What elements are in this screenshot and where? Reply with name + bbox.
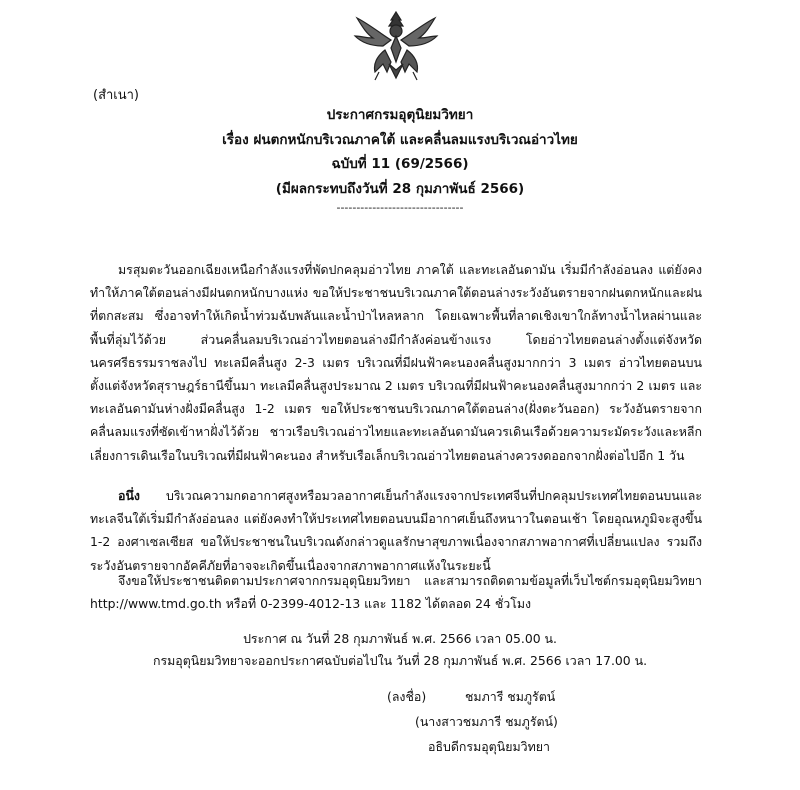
document-title: ประกาศกรมอุตุนิยมวิทยา [326, 107, 474, 123]
next-issue-date: กรมอุตุนิยมวิทยาจะออกประกาศฉบับต่อไปใน วันที่ 28 กุมภาพันธ์ พ.ศ. 2566 เวลา 17.00 น. [152, 653, 648, 668]
separator-line: -------------------------------- [336, 201, 464, 214]
copy-mark: (สำเนา) [93, 88, 140, 103]
signer-title: อธิบดีกรมอุตุนิยมวิทยา [428, 739, 550, 754]
signature-label: (ลงชื่อ) [387, 689, 427, 704]
paragraph-monsoon-text: มรสุมตะวันออกเฉียงเหนือกำลังแรงที่พัดปกคลุมอ่าวไทย ภาคใต้ และทะเลอันดามัน เริ่มมีกำลังอ่อนลง แต่ยังคงทำให้ภาคใต้ตอนล่างมีฝนตกหนักบางแห่ง ขอให้ประชาชนบริเวณภาคใต้ตอนล่างระวังอันตรายจากฝนตกหนักและฝนที่ตกสะสม ซึ่งอาจทำให้เกิดน้ำท่วมฉับพลันและน้ำป่าไหลหลาก โดยเฉพาะพื้นที่ลาดเชิงเขาใกล้ทางน้ำไหลผ่านและพื้นที่ลุ่มไว้ด้วย ส่วนคลื่นลมบริเวณอ่าวไทยตอนล่างมีกำลังค่อนข้างแรง โดยอ่าวไทยตอนล่างตั้งแต่จังหวัดนครศรีธรรมราชลงไป ทะเลมีคลื่นสูง 2-3 เมตร บริเวณที่มีฝนฟ้าคะนองคลื่นสูงมากกว่า 3 เมตร อ่าวไทยตอนบนตั้งแต่จังหวัดสุราษฎร์ธานีขึ้นมา ทะเลมีคลื่นสูงประมาณ 2 เมตร บริเวณที่มีฝนฟ้าคะนองคลื่นสูงมากกว่า 2 เมตร และทะเลอันดามันห่างฝั่งมีคลื่นสูง 1-2 เมตร ขอให้ประชาชนบริเวณภาคใต้ตอนล่าง(ฝั่งตะวันออก) ระวังอันตรายจากคลื่นลมแรงที่ซัดเข้าหาฝั่งไว้ด้วย ชาวเรือบริเวณอ่าวไทยและทะเลอันดามันควรเดินเรือด้วยความระมัดระวังและหลีกเลี่ยงการเดินเรือในบริเวณที่มีฝนฟ้าคะนอง สำหรับเรือเล็กบริเวณอ่าวไทยตอนล่างควรงดออกจากฝั่งต่อไปอีก 1 วัน [90, 262, 702, 463]
paragraph-cold-air-text: บริเวณความกดอากาศสูงหรือมวลอากาศเย็นกำลังแรงจากประเทศจีนที่ปกคลุมประเทศไทยตอนบนและทะเลจีนใต้เริ่มมีกำลังอ่อนลง แต่ยังคงทำให้ประเทศไทยตอนบนมีอากาศเย็นถึงหนาวในตอนเช้า โดยอุณหภูมิจะสูงขึ้น 1-2 องศาเซลเซียส ขอให้ประชาชนในบริเวณดังกล่าวดูแลรักษาสุขภาพเนื่องจากสภาพอากาศที่เปลี่ยนแปลง รวมถึงระวังอันตรายจากอัคคีภัยที่อาจจะเกิดขึ้นเนื่องจากสภาพอากาศแห้งในระยะนี้ [90, 488, 702, 573]
signature-name: ชมภารี ชมภูรัตน์ [465, 689, 556, 704]
paragraph-contact [90, 569, 702, 615]
garuda-emblem-icon [353, 6, 439, 82]
document-subject: เรื่อง ฝนตกหนักบริเวณภาคใต้ และคลื่นลมแรงบริเวณอ่าวไทย [222, 132, 578, 148]
issue-number: ฉบับที่ 11 (69/2566) [331, 156, 469, 172]
announced-date: ประกาศ ณ วันที่ 28 กุมภาพันธ์ พ.ศ. 2566 เวลา 05.00 น. [243, 631, 557, 646]
signer-full-name: (นางสาวชมภารี ชมภูรัตน์) [415, 714, 558, 729]
paragraph-lead: อนึ่ง [118, 488, 140, 503]
paragraph-cold-air [90, 484, 702, 577]
effective-date: (มีผลกระทบถึงวันที่ 28 กุมภาพันธ์ 2566) [275, 181, 525, 197]
paragraph-contact-text: จึงขอให้ประชาชนติดตามประกาศจากกรมอุตุนิยมวิทยา และสามารถติดตามข้อมูลที่เว็บไซต์กรมอุตุนิยมวิทยา http://www.tmd.go.th หรือที่ 0-2399-4012-13 และ 1182 ได้ตลอด 24 ชั่วโมง [90, 573, 702, 612]
paragraph-monsoon [90, 258, 702, 467]
